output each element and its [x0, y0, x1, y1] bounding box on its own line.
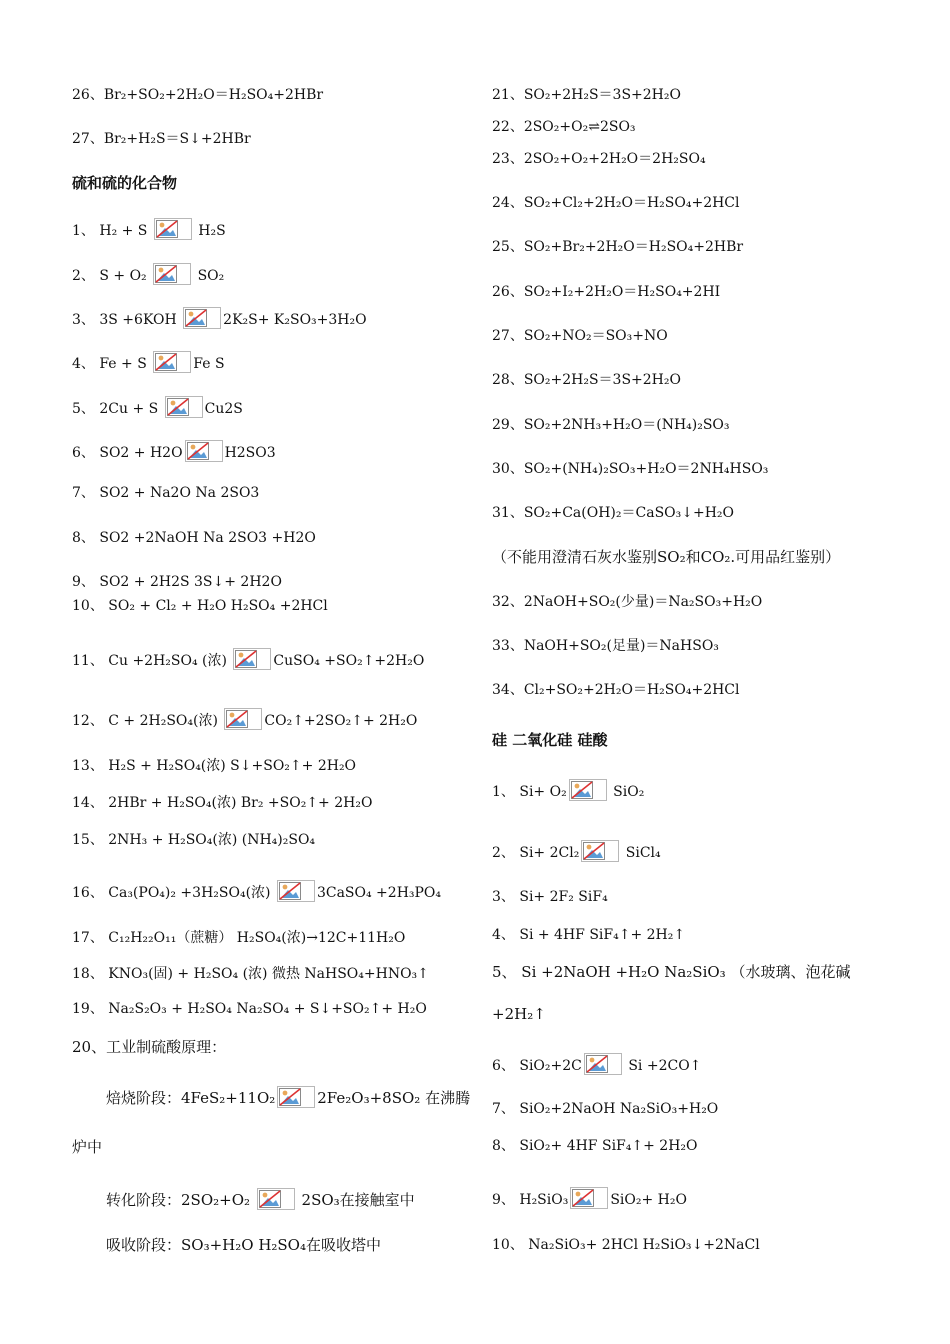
equation-text: 28、SO₂+2H₂S＝3S+2H₂O [492, 372, 681, 388]
equation-text: 硫和硫的化合物 [72, 174, 178, 192]
equation-product-text: H₂S [193, 223, 226, 239]
equation-line [492, 416, 730, 434]
equation-text: 30、SO₂+(NH₄)₂SO₃+H₂O＝2NH₄HSO₃ [492, 461, 769, 477]
equation-text: 9、 H₂SiO₃ [492, 1192, 569, 1208]
equation-line [492, 371, 681, 389]
equation-text: 10、 SO₂ + Cl₂ + H₂O H₂SO₄ +2HCl [72, 598, 328, 614]
equation-text: 9、 SO2 + 2H2S 3S↓+ 2H2O [72, 574, 282, 590]
equation-product-text: 2Fe₂O₃+8SO₂ 在沸腾 [317, 1089, 471, 1107]
equation-line [106, 1188, 415, 1210]
equation-line [72, 757, 356, 775]
equation-text: 7、 SiO₂+2NaOH Na₂SiO₃+H₂O [492, 1101, 719, 1117]
equation-product-text: CO₂↑+2SO₂↑+ 2H₂O [264, 713, 418, 729]
broken-image-icon [165, 396, 203, 418]
equation-text: 7、 SO2 + Na2O Na 2SO3 [72, 485, 260, 501]
equation-line [72, 1038, 226, 1056]
equation-line [72, 1138, 102, 1156]
section-heading [72, 174, 177, 192]
equation-text: 2、 S + O₂ [72, 268, 152, 284]
equation-product-text: Fe S [193, 356, 225, 372]
equation-line [492, 548, 840, 566]
equation-text: 21、SO₂+2H₂S＝3S+2H₂O [492, 87, 681, 103]
equation-line [492, 504, 734, 522]
equation-line [72, 965, 429, 983]
equation-line [492, 194, 740, 212]
equation-text: 34、Cl₂+SO₂+2H₂O＝H₂SO₄+2HCl [492, 682, 740, 698]
equation-product-text: SiO₂ [608, 784, 645, 800]
equation-line [72, 307, 367, 329]
broken-image-icon [224, 708, 262, 730]
equation-text: 22、2SO₂+O₂⇌2SO₃ [492, 119, 636, 135]
equation-text: 26、SO₂+I₂+2H₂O＝H₂SO₄+2HI [492, 284, 721, 300]
broken-image-icon [154, 218, 192, 240]
broken-image-icon [570, 1187, 608, 1209]
broken-image-icon [581, 840, 619, 862]
broken-image-icon [257, 1188, 295, 1210]
equation-text: 2、 Si+ 2Cl₂ [492, 845, 580, 861]
equation-line [72, 218, 226, 240]
equation-text: 8、 SiO₂+ 4HF SiF₄↑+ 2H₂O [492, 1138, 698, 1154]
equation-text: 14、 2HBr + H₂SO₄(浓) Br₂ +SO₂↑+ 2H₂O [72, 795, 373, 811]
equation-text: 4、 Si + 4HF SiF₄↑+ 2H₂↑ [492, 927, 686, 943]
equation-line [72, 529, 316, 547]
equation-line [72, 86, 323, 104]
equation-text: 3、 Si+ 2F₂ SiF₄ [492, 889, 608, 905]
broken-image-icon [584, 1053, 622, 1075]
equation-text: 23、2SO₂+O₂+2H₂O＝2H₂SO₄ [492, 151, 706, 167]
equation-product-text: 2K₂S+ K₂SO₃+3H₂O [223, 312, 367, 328]
equation-line [492, 1005, 546, 1023]
equation-line [492, 681, 740, 699]
equation-text: 12、 C + 2H₂SO₄(浓) [72, 713, 223, 729]
equation-text: 转化阶段：2SO₂+O₂ [106, 1191, 255, 1209]
equation-text: 5、 Si +2NaOH +H₂O Na₂SiO₃ （水玻璃、泡花碱 [492, 963, 851, 981]
broken-image-icon [153, 351, 191, 373]
equation-text: 25、SO₂+Br₂+2H₂O＝H₂SO₄+2HBr [492, 239, 744, 255]
equation-line [492, 840, 661, 862]
equation-line [106, 1236, 381, 1254]
equation-product-text: SO₂ [193, 268, 225, 284]
equation-product-text: SiCl₄ [621, 845, 661, 861]
equation-line [492, 118, 636, 136]
equation-text: 17、 C₁₂H₂₂O₁₁（蔗糖） H₂SO₄(浓)→12C+11H₂O [72, 930, 406, 946]
equation-line [72, 484, 259, 502]
equation-text: 31、SO₂+Ca(OH)₂＝CaSO₃↓+H₂O [492, 505, 735, 521]
broken-image-icon [185, 440, 223, 462]
equation-line [492, 963, 850, 981]
broken-image-icon [233, 648, 271, 670]
equation-text: 8、 SO2 +2NaOH Na 2SO3 +H2O [72, 530, 316, 546]
equation-text: 5、 2Cu + S [72, 401, 163, 417]
equation-text: 10、 Na₂SiO₃+ 2HCl H₂SiO₃↓+2NaCl [492, 1237, 760, 1253]
section-heading [492, 731, 607, 749]
equation-text: +2H₂↑ [492, 1005, 546, 1023]
equation-line [492, 593, 762, 611]
equation-line [72, 929, 405, 947]
equation-line [72, 648, 424, 670]
equation-text: 16、 Ca₃(PO₄)₂ +3H₂SO₄(浓) [72, 885, 275, 901]
equation-line [72, 831, 315, 849]
equation-line [492, 637, 719, 655]
equation-line [72, 130, 251, 148]
broken-image-icon [153, 263, 191, 285]
equation-line [72, 396, 243, 418]
equation-product-text: 3CaSO₄ +2H₃PO₄ [316, 885, 442, 901]
equation-line [72, 794, 372, 812]
equation-text: 20、工业制硫酸原理： [72, 1038, 227, 1056]
equation-line [492, 1137, 698, 1155]
equation-text: 11、 Cu +2H₂SO₄ (浓) [72, 653, 232, 669]
equation-line [492, 283, 720, 301]
equation-line [492, 150, 706, 168]
equation-line [492, 1187, 687, 1209]
equation-line [72, 573, 282, 591]
equation-text: 18、 KNO₃(固) + H₂SO₄ (浓) 微热 NaHSO₄+HNO₃↑ [72, 966, 429, 982]
equation-text: （不能用澄清石灰水鉴别SO₂和CO₂.可用品红鉴别） [492, 548, 841, 566]
equation-text: 吸收阶段：SO₃+H₂O H₂SO₄在吸收塔中 [106, 1236, 381, 1254]
equation-text: 1、 H₂ + S [72, 223, 152, 239]
equation-line [492, 888, 608, 906]
equation-text: 1、 Si+ O₂ [492, 784, 567, 800]
broken-image-icon [183, 307, 221, 329]
equation-text: 27、Br₂+H₂S＝S↓+2HBr [72, 131, 251, 147]
equation-product-text: Si +2CO↑ [623, 1058, 702, 1074]
equation-line [492, 327, 668, 345]
equation-text: 炉中 [72, 1138, 103, 1156]
equation-text: 32、2NaOH+SO₂(少量)＝Na₂SO₃+H₂O [492, 594, 763, 610]
broken-image-icon [277, 1086, 315, 1108]
equation-text: 24、SO₂+Cl₂+2H₂O＝H₂SO₄+2HCl [492, 195, 740, 211]
broken-image-icon [569, 779, 607, 801]
equation-text: 6、 SO2 + H2O [72, 445, 183, 461]
equation-line [72, 1000, 427, 1018]
equation-product-text: 2SO₃在接触室中 [296, 1191, 415, 1209]
equation-text: 4、 Fe + S [72, 356, 152, 372]
equation-product-text: H2SO3 [224, 445, 276, 461]
broken-image-icon [277, 880, 315, 902]
equation-text: 26、Br₂+SO₂+2H₂O＝H₂SO₄+2HBr [72, 87, 324, 103]
equation-line [492, 779, 644, 801]
equation-line [72, 708, 417, 730]
equation-text: 硅 二氧化硅 硅酸 [492, 731, 608, 749]
equation-text: 13、 H₂S + H₂SO₄(浓) S↓+SO₂↑+ 2H₂O [72, 758, 357, 774]
equation-text: 3、 3S +6KOH [72, 312, 182, 328]
equation-line [72, 440, 276, 462]
equation-line [72, 263, 224, 285]
equation-line [492, 86, 681, 104]
equation-text: 33、NaOH+SO₂(足量)＝NaHSO₃ [492, 638, 719, 654]
equation-line [106, 1086, 470, 1108]
equation-line [72, 880, 441, 902]
equation-line [492, 926, 685, 944]
equation-line [492, 1100, 718, 1118]
equation-product-text: Cu2S [204, 401, 243, 417]
equation-line [492, 460, 768, 478]
equation-text: 6、 SiO₂+2C [492, 1058, 582, 1074]
equation-line [72, 351, 225, 373]
equation-line [492, 1236, 760, 1254]
equation-product-text: CuSO₄ +SO₂↑+2H₂O [273, 653, 425, 669]
equation-text: 29、SO₂+2NH₃+H₂O＝(NH₄)₂SO₃ [492, 417, 730, 433]
equation-line [492, 238, 743, 256]
equation-text: 焙烧阶段：4FeS₂+11O₂ [106, 1089, 276, 1107]
equation-text: 27、SO₂+NO₂＝SO₃+NO [492, 328, 668, 344]
equation-text: 15、 2NH₃ + H₂SO₄(浓) (NH₄)₂SO₄ [72, 832, 316, 848]
equation-product-text: SiO₂+ H₂O [610, 1192, 687, 1208]
equation-line [492, 1053, 701, 1075]
equation-line [72, 597, 328, 615]
equation-text: 19、 Na₂S₂O₃ + H₂SO₄ Na₂SO₄ + S↓+SO₂↑+ H₂O [72, 1001, 427, 1017]
